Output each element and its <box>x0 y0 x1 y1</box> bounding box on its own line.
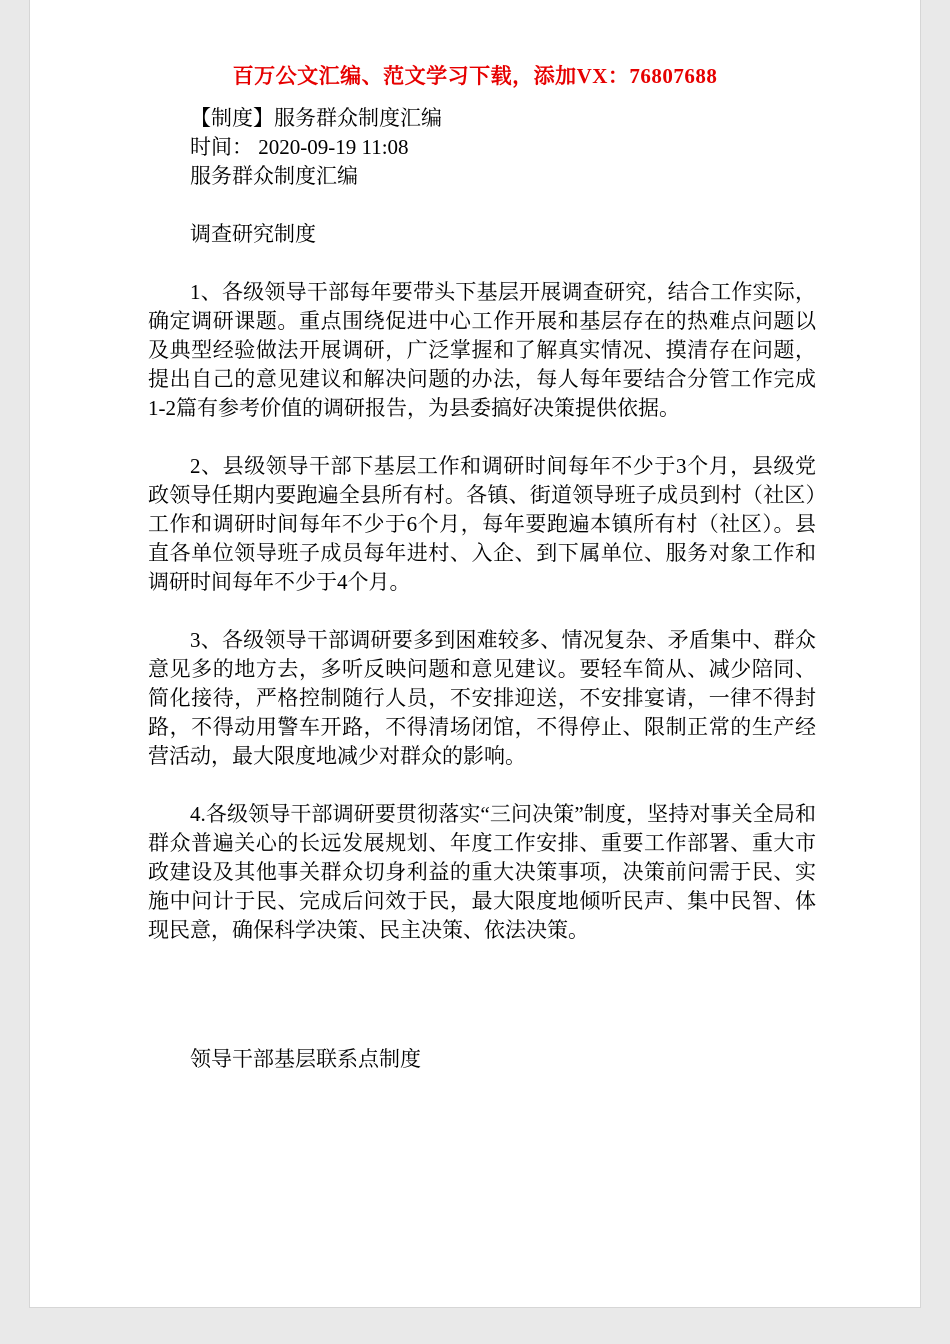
document-title: 【制度】服务群众制度汇编 <box>190 106 442 130</box>
paragraph-4: 4.各级领导干部调研要贯彻落实“三问决策”制度，坚持对事关全局和群众普遍关心的长远发展规划、年度工作安排、重要工作部署、重大市政建设及其他事关群众切身利益的重大决策事项，决策前问需于民、实施中问计于民、完成后问效于民，最大限度地倾听民声、集中民智、体现民意，确保科学决策、民主决策、依法决策。 <box>148 802 816 942</box>
header-ad-notice: 百万公文汇编、范文学习下载，添加VX：76807688 <box>232 64 718 88</box>
section-title-investigation-research: 调查研究制度 <box>190 222 316 246</box>
document-content <box>30 104 920 1074</box>
paragraph-2: 2、县级领导干部下基层工作和调研时间每年不少于3个月，县级党政领导任期内要跑遍全县所有村。各镇、街道领导班子成员到村（社区）工作和调研时间每年不少于6个月，每年要跑遍本镇所有村（社区）。县直各单位领导班子成员每年进村、入企、到下属单位、服务对象工作和调研时间每年不少于4个月。 <box>148 454 816 594</box>
document-timestamp: 时间： 2020-09-19 11:08 <box>190 135 409 159</box>
section-title-grassroots-contact-point: 领导干部基层联系点制度 <box>190 1047 421 1071</box>
paragraph-3: 3、各级领导干部调研要多到困难较多、情况复杂、矛盾集中、群众意见多的地方去，多听反映问题和意见建议。要轻车简从、减少陪同、简化接待，严格控制随行人员，不安排迎送，不安排宴请，一律不得封路，不得动用警车开路，不得清场闭馆，不得停止、限制正常的生产经营活动，最大限度地减少对群众的影响。 <box>148 628 816 768</box>
document-page <box>30 0 920 1307</box>
document-subtitle: 服务群众制度汇编 <box>190 164 358 188</box>
paragraph-1: 1、各级领导干部每年要带头下基层开展调查研究，结合工作实际，确定调研课题。重点围绕促进中心工作开展和基层存在的热难点问题以及典型经验做法开展调研，广泛掌握和了解真实情况、摸清存在问题，提出自己的意见建议和解决问题的办法，每人每年要结合分管工作完成1-2篇有参考价值的调研报告，为县委搞好决策提供依据。 <box>148 280 816 420</box>
